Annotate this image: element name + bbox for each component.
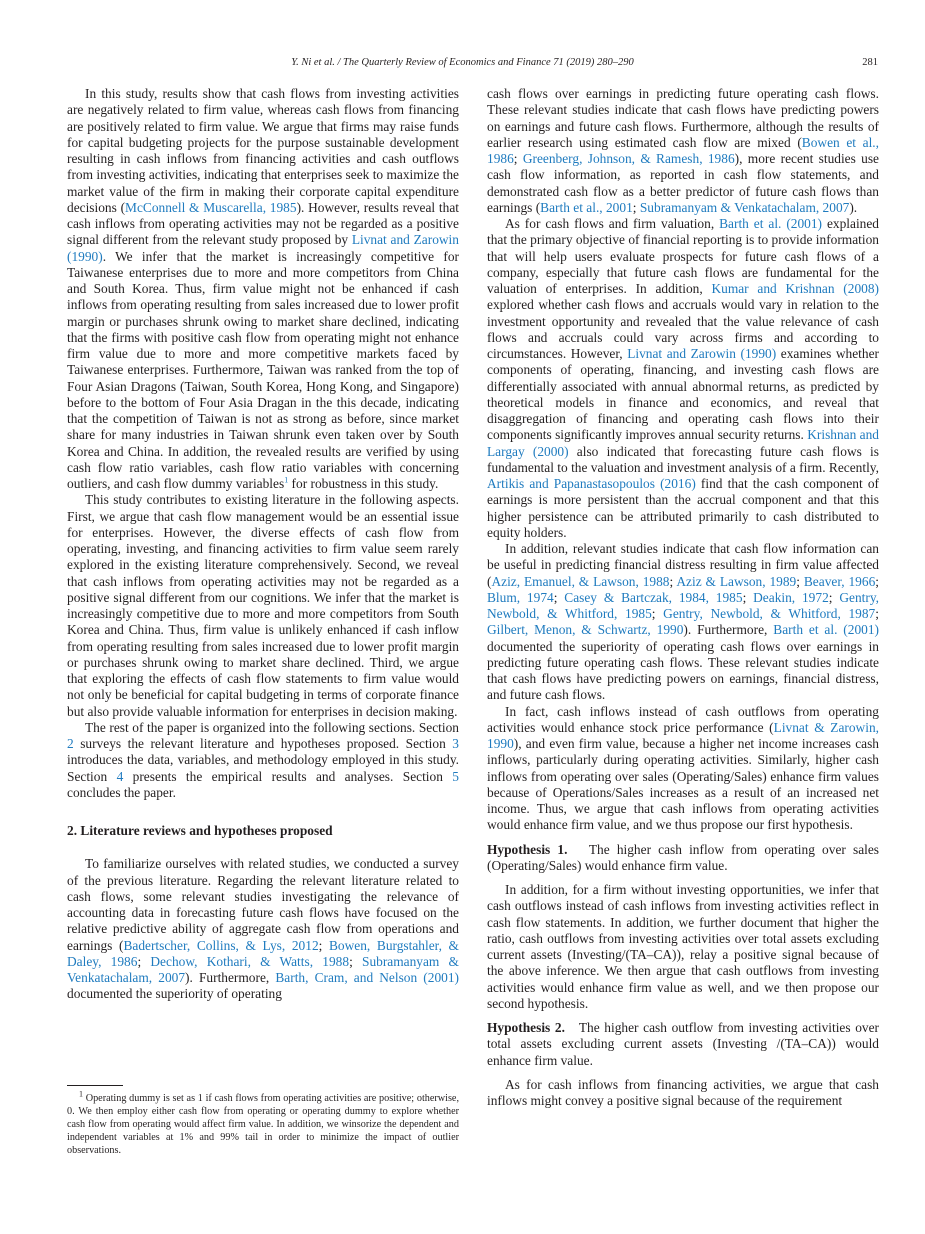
footnote-marker[interactable]: 1 <box>284 475 289 485</box>
paragraph: In this study, results show that cash flows from investing activities are negatively related to firm value, whereas cash flows from financing are positively related to firm value. We argue that firms may raise funds for capital budgeting projects for the purpose sustainable development resulting in cash inflows from financing activities and cash outflows from investing activities, indicating that enterprises seek to maximize the market value of the firm in making their corporate capital expenditure decisions (McConnell & Muscarella, 1985). However, results reveal that cash inflows from operating activities may not be regarded as a positive signal different from the relevant study proposed by Livnat and Zarowin (1990). We infer that the market is increasingly competitive for Taiwanese enterprises due to more and more competitors from China and South Korea. Thus, firm value might not be enhanced if cash inflows from operating resulting from sales increased due to lower profit margin or purchases shrunk owing to market share declined, indicating that the firms with positive cash flow from operating might not enhance firm value due to more and more competitive markets faced by Taiwanese enterprises. Furthermore, Taiwan was ranked from the top of Four Asian Dragons (Taiwan, South Korea, Hong Kong, and Singapore) before to the bottom of Four Asia Dragan in the this decade, indicating that the competition of Taiwan is not as strong as before, since market share for many industries in Taiwan shrunk even taken over by South Korea and China. In addition, the revealed results are verified by using cash flow ratio variables, cash flow ratio variables with concerning outliers, and cash flow dummy variables$^1$ for robustness in this study. <box>67 86 459 491</box>
section-link[interactable]: 2 <box>67 736 74 751</box>
citation-link[interactable]: Barth, Cram, and Nelson (2001) <box>275 970 460 985</box>
citation-link[interactable]: Barth et al. (2001) <box>719 216 823 231</box>
paragraph: As for cash inflows from financing activities, we argue that cash inflows might convey a positive signal because of the requirement <box>487 1076 879 1108</box>
citation-link[interactable]: Subramanyam & Venkatachalam, 2007 <box>639 199 850 215</box>
citation-link[interactable]: Gentry, Newbold, & Whitford, 1987 <box>663 606 876 621</box>
citation-link[interactable]: Barth et al. (2001) <box>773 622 880 638</box>
citation-link[interactable]: Subramanyam & Venkatachalam, 2007 <box>67 953 459 985</box>
paragraph: In addition, relevant studies indicate that cash flow information can be useful in predicting financial distress resulting in firm value affected (Aziz, Emanuel, & Lawson, 1988; Aziz & Lawson, 1989; Beaver, 1966; Blum, 1974; Casey & Bartczak, 1984, 1985; Deakin, 1972; Gentry, Newbold, & Whitford, 1985; Gentry, Newbold, & Whitford, 1987; Gilbert, Menon, & Schwartz, 1990). Furthermore, Barth et al. (2001) documented the superiority of operating cash flows over earnings in predicting future operating cash flows. These relevant studies indicate that cash flows have predicting powers on earnings, financial distress, and future cash flows. <box>487 541 880 703</box>
citation-link[interactable]: Livnat & Zarowin, 1990 <box>487 719 879 751</box>
citation-link[interactable]: Dechow, Kothari, & Watts, 1988 <box>150 953 350 969</box>
section-link[interactable]: 4 <box>116 768 124 784</box>
citation-link[interactable]: Bowen, Burgstahler, & Daley, 1986 <box>67 937 459 969</box>
citation-link[interactable]: Deakin, 1972 <box>753 589 829 605</box>
citation-link[interactable]: Livnat and Zarowin (1990) <box>627 346 777 361</box>
citation-link[interactable]: Bowen et al., 1986 <box>487 134 880 166</box>
hypothesis-label: Hypothesis 2. <box>487 1020 565 1035</box>
citation-link[interactable]: Gilbert, Menon, & Schwartz, 1990 <box>487 622 684 638</box>
journal-citation: Y. Ni et al. / The Quarterly Review of Economics and Finance 71 (2019) 280–290 <box>291 57 634 68</box>
page-number: 281 <box>862 57 878 68</box>
footnote-number: 1 <box>79 1089 83 1099</box>
hypothesis-1: Hypothesis 1. The higher cash inflow from operating over sales (Operating/Sales) would enhance firm value. <box>487 841 880 873</box>
citation-link[interactable]: Artikis and Papanastasopoulos (2016) <box>487 476 696 491</box>
left-column <box>67 86 459 1003</box>
section-heading: 2. Literature reviews and hypotheses proposed <box>67 823 333 838</box>
citation-link[interactable]: Beaver, 1966 <box>803 573 876 589</box>
hypothesis-2: Hypothesis 2. The higher cash outflow from investing activities over total assets excluding current assets (Investing /(TA–CA)) would enhance firm value. <box>487 1020 880 1068</box>
citation-link[interactable]: Kumar and Krishnan (2008) <box>711 281 879 296</box>
footnote-rule <box>67 1085 123 1086</box>
paragraph: To familiarize ourselves with related studies, we conducted a survey of the previous literature. Regarding the relevant literature related to cash flows, some relevant studies investigating the relevance of accounting data in forecasting future cash flows have focused on the relative predictive ability of aggregate cash flow from operations and earnings (Badertscher, Collins, & Lys, 2012; Bowen, Burgstahler, & Daley, 1986; Dechow, Kothari, & Watts, 1988; Subramanyam & Venkatachalam, 2007). Furthermore, Barth, Cram, and Nelson (2001) documented the superiority of operating <box>67 856 460 1002</box>
citation-link[interactable]: Casey & Bartczak, 1984, 1985 <box>564 589 743 605</box>
citation-link[interactable]: Badertscher, Collins, & Lys, 2012 <box>123 937 319 953</box>
hypothesis-label: Hypothesis 1. <box>487 841 568 857</box>
paragraph: As for cash flows and firm valuation, Barth et al. (2001) explained that the primary objective of financial reporting is to provide information that will help users evaluate prospects for future cash flows of a company, especially that future cash flows are fundamental for the valuation of enterprises. In addition, Kumar and Krishnan (2008) explored whether cash flows and accruals would vary in relation to the investment opportunity and revealed that the value relevance of cash flows and accruals could vary across firms and according to circumstances. However, Livnat and Zarowin (1990) examines whether components of operating, financing, and investing cash flows are differentially associated with annual abnormal returns, as predicted by theoretical models in finance and economics, and reveal that disaggregation of financing and operating cash flows into their components significantly improves annual security returns. Krishnan and Largay (2000) also indicated that forecasting future cash flows is fundamental to the valuation and investment analysis of a firm. Recently, Artikis and Papanastasopoulos (2016) find that the cash component of earnings is more persistent than the accrual component and that this higher persistence can be attributed primarily to cash distributed to equity holders. <box>487 216 880 540</box>
section-link[interactable]: 3 <box>452 736 459 751</box>
paragraph: The rest of the paper is organized into the following sections. Section 2 surveys the relevant literature and hypotheses proposed. Section 3 introduces the data, variables, and methodology employed in this study. Section 4 presents the empirical results and analyses. Section 5 concludes the paper. <box>67 719 459 800</box>
citation-link[interactable]: Aziz & Lawson, 1989 <box>676 573 797 589</box>
citation-link[interactable]: Greenberg, Johnson, & Ramesh, 1986 <box>522 151 735 166</box>
right-column <box>487 86 879 1109</box>
citation-link[interactable]: Blum, 1974 <box>487 589 554 605</box>
section-link[interactable]: 5 <box>452 768 459 784</box>
running-head <box>0 57 925 71</box>
footnote: $^1$ Operating dummy is set as 1 if cash flows from operating activities are positive; otherwise, 0. We then employ either cash flow from operating or operating dummy to explore whether cash flow from operating would affect firm value. In addition, we winsorize the dependent and independent variables at 1% and 99% tail in order to minimize the impact of outlier observations. <box>67 1089 459 1157</box>
paragraph: This study contributes to existing literature in the following aspects. First, we argue that cash flow management would be an essential issue for enterprises. However, the diverse effects of cash flow from operating, investing, and financing activities to firm value seem rarely explored in the existing literature comprehensively. Second, we reveal that cash inflows from operating activities may not be regarded as a positive signal different from our cognitions. We infer that the market is increasingly competitive due to more and more competitors from South Korea and China. Thus, firm value is unlikely enhanced if cash inflow from operating resulting from sales increased due to lower profit margin or purchases shrunk owing to market share declined. Third, we argue that exploring the effects of cash flow statements to firm value would not only be beneficial for capital budgeting in terms of corporate finance but also provide valuable information for enterprises in decision making. <box>67 492 459 719</box>
citation-link[interactable]: Aziz, Emanuel, & Lawson, 1988 <box>491 573 670 589</box>
paragraph: In fact, cash inflows instead of cash outflows from operating activities would enhance stock price performance (Livnat & Zarowin, 1990), and even firm value, because a higher net income increases cash inflows, particularly during operating activities. Similarly, higher cash inflows from operating over sales (Operating/Sales) enhance firm values because of Operations/Sales increases as a result of an increased net income. Thus, we argue that cash inflows from operating activities would enhance firm value, and we thus propose our first hypothesis. <box>487 703 879 833</box>
paragraph: cash flows over earnings in predicting future operating cash flows. These relevant studies indicate that cash flows have predicting powers on earnings and future cash flows. Furthermore, although the results of earlier research using estimated cash flow are mixed (Bowen et al., 1986; Greenberg, Johnson, & Ramesh, 1986), more recent studies use cash flow information, as reported in cash flow statements, and demonstrated cash flow as a better predictor of future cash flows than earnings (Barth et al., 2001; Subramanyam & Venkatachalam, 2007). <box>487 86 880 215</box>
citation-link[interactable]: Krishnan and Largay (2000) <box>487 427 879 459</box>
citation-link[interactable]: Gentry, Newbold, & Whitford, 1985 <box>487 589 879 621</box>
citation-link[interactable]: McConnell & Muscarella, 1985 <box>125 199 297 215</box>
citation-link[interactable]: Barth et al., 2001 <box>540 199 633 215</box>
citation-link[interactable]: Livnat and Zarowin (1990) <box>67 232 459 264</box>
paragraph: In addition, for a firm without investing opportunities, we infer that cash outflows instead of cash inflows from investing activities reflect in cash flow statements. In addition, we further document that higher the ratio, cash outflows from investing activities over total assets excluding current assets (Investing/(TA–CA)), relay a positive signal because of the above inference. We then argue that cash outflows from investing activities would enhance firm value as well, and we then propose our second hypothesis. <box>487 882 879 1011</box>
